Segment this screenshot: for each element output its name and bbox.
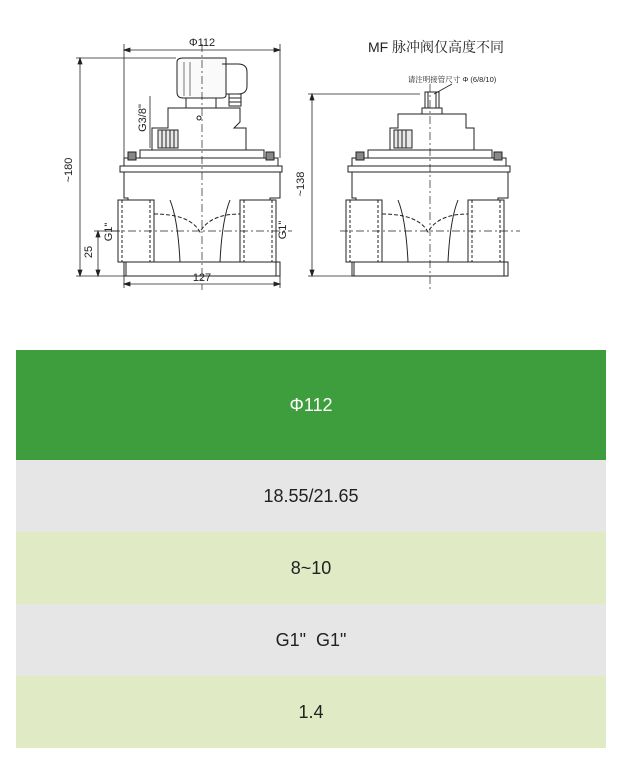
dimension-diameter: Φ112 (188, 37, 216, 49)
right-valve-view (340, 84, 520, 290)
dimension-right-thread: G1" (277, 220, 289, 240)
valve-technical-drawing (0, 0, 630, 320)
connection-size-note: 请注明接管尺寸 Φ (6/8/10) (407, 75, 497, 84)
valve-flange (120, 150, 282, 172)
spec-row-4 (16, 676, 606, 748)
solenoid-coil (177, 58, 247, 108)
spec-value: 8~10 (290, 557, 332, 578)
dimension-height-right: ~138 (295, 171, 307, 197)
valve-body (118, 172, 280, 276)
spec-row-2 (16, 532, 606, 604)
dimension-left-thread: G1" (103, 222, 115, 242)
spec-table (16, 350, 606, 748)
dimension-bottom-offset: 25 (83, 245, 95, 259)
spec-header-row (16, 350, 606, 460)
dimension-width-bottom: 127 (192, 272, 212, 284)
spec-value: 1.4 (298, 701, 324, 722)
dimension-pilot-thread: G3/8" (137, 104, 149, 132)
valve-bonnet (152, 108, 246, 150)
spec-header-value: Φ112 (289, 394, 333, 415)
spec-value: G1" G1" (275, 629, 347, 650)
drawing-title: MF 脉冲阀仅高度不同 (367, 39, 505, 55)
pilot-connector (422, 92, 442, 114)
left-valve-view (112, 44, 292, 290)
spec-value: 18.55/21.65 (263, 485, 359, 506)
spec-row-1 (16, 460, 606, 532)
spec-row-3 (16, 604, 606, 676)
dimension-height-left: ~180 (63, 157, 75, 183)
